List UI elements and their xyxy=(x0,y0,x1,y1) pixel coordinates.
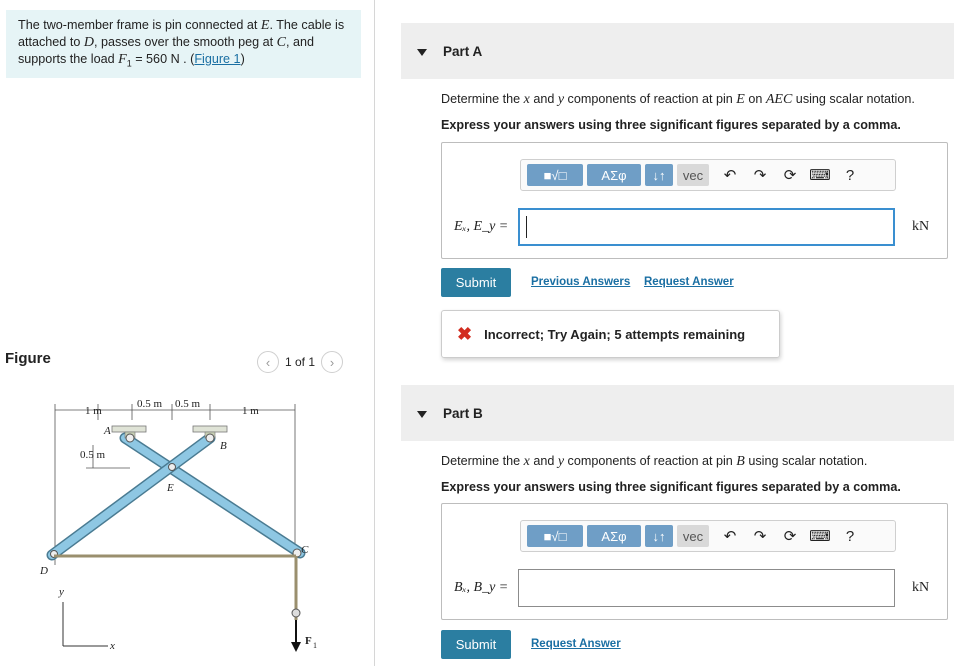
part-a-feedback xyxy=(441,310,780,358)
math-toolbar xyxy=(520,159,896,191)
var-E: E xyxy=(260,18,270,33)
problem-text: , and supports the load xyxy=(18,35,315,66)
sqrt-template-icon[interactable]: ■√□ xyxy=(527,525,583,547)
math-toolbar xyxy=(520,520,896,552)
part-a-unit: kN xyxy=(912,219,930,234)
part-a-answer-input[interactable] xyxy=(518,208,895,246)
pin-E xyxy=(169,464,176,471)
problem-text: . The cable is attached to xyxy=(18,18,345,49)
undo-icon[interactable]: ↶ xyxy=(723,528,737,545)
help-button[interactable]: ? xyxy=(845,166,855,184)
part-b-instruction: Express your answers using three significant figures separated by a comma. xyxy=(441,480,901,494)
problem-text: ) xyxy=(240,52,245,66)
part-b-title: Part B xyxy=(443,406,483,421)
part-a-instruction: Express your answers using three significant figures separated by a comma. xyxy=(441,118,901,132)
arrows-button[interactable]: ↓↑ xyxy=(645,164,673,186)
part-a-request-answer-link[interactable]: Request Answer xyxy=(644,276,734,288)
part-b-header[interactable] xyxy=(401,385,954,441)
part-b-submit-button[interactable]: Submit xyxy=(441,630,511,659)
problem-text: , passes over the smooth peg at xyxy=(93,35,277,49)
part-a-equation-label: Eₓ, E_y = xyxy=(454,219,509,234)
vec-button[interactable]: vec xyxy=(677,525,709,547)
member-BED xyxy=(52,438,210,555)
label-A: A xyxy=(104,425,111,437)
label-C: C xyxy=(301,544,309,556)
greek-button[interactable]: ΑΣφ xyxy=(587,525,641,547)
label-D: D xyxy=(40,565,48,577)
figure-pager xyxy=(257,351,343,373)
dim-label: 1 m xyxy=(85,405,102,417)
caret-down-icon xyxy=(417,49,427,56)
label-F1-sub: 1 xyxy=(313,641,317,650)
part-a-header[interactable] xyxy=(401,23,954,79)
dimension-lines xyxy=(55,404,295,565)
pager-text: 1 of 1 xyxy=(285,355,316,369)
member-AEC xyxy=(125,438,300,553)
keyboard-icon[interactable]: ⌨ xyxy=(809,167,831,184)
left-column xyxy=(0,0,375,666)
part-b-answer-input[interactable] xyxy=(518,569,895,607)
problem-statement xyxy=(6,10,361,78)
dim-label: 0.5 m xyxy=(80,449,106,461)
keyboard-icon[interactable]: ⌨ xyxy=(809,528,831,545)
problem-text: The two-member frame is pin connected at xyxy=(18,18,261,32)
dim-label: 1 m xyxy=(242,405,259,417)
error-x-icon: ✖ xyxy=(457,323,473,344)
part-a-title: Part A xyxy=(443,44,483,59)
frame-figure xyxy=(30,390,330,660)
part-b-unit: kN xyxy=(912,580,930,595)
greek-button[interactable]: ΑΣφ xyxy=(587,164,641,186)
var-F1: F xyxy=(118,52,127,67)
label-E: E xyxy=(167,482,174,494)
var-D: D xyxy=(83,35,94,50)
sqrt-template-icon[interactable]: ■√□ xyxy=(527,164,583,186)
vec-button[interactable]: vec xyxy=(677,164,709,186)
var-F1-subscript: 1 xyxy=(126,58,132,69)
pin-support-A xyxy=(112,426,146,442)
chevron-right-icon[interactable]: › xyxy=(321,351,343,373)
part-a-submit-button[interactable]: Submit xyxy=(441,268,511,297)
cable-hook xyxy=(292,609,300,617)
part-a-prompt: Determine the x and y components of reaction at pin E on AEC using scalar notation. xyxy=(441,92,915,107)
label-F1: F xyxy=(305,635,312,647)
reset-icon[interactable]: ⟳ xyxy=(783,528,797,545)
figure-title: Figure xyxy=(5,350,51,367)
var-C: C xyxy=(276,35,287,50)
part-a-answer-panel xyxy=(441,142,948,259)
reset-icon[interactable]: ⟳ xyxy=(783,167,797,184)
part-b-equation-label: Bₓ, B_y = xyxy=(454,580,509,595)
label-B: B xyxy=(220,440,227,452)
arrows-button[interactable]: ↓↑ xyxy=(645,525,673,547)
load-value: = 560 N . ( xyxy=(131,52,195,66)
caret-down-icon xyxy=(417,411,427,418)
undo-icon[interactable]: ↶ xyxy=(723,167,737,184)
axes xyxy=(63,602,108,646)
chevron-left-icon[interactable]: ‹ xyxy=(257,351,279,373)
text-cursor xyxy=(526,216,527,238)
axis-x-label: x xyxy=(110,640,115,652)
dim-label: 0.5 m xyxy=(137,398,163,410)
part-b-answer-panel xyxy=(441,503,948,620)
dim-label: 0.5 m xyxy=(175,398,201,410)
feedback-text: Incorrect; Try Again; 5 attempts remaining xyxy=(484,326,746,342)
part-b-request-answer-link[interactable]: Request Answer xyxy=(531,638,621,650)
redo-icon[interactable]: ↷ xyxy=(753,167,767,184)
help-button[interactable]: ? xyxy=(845,527,855,545)
figure-link[interactable]: Figure 1 xyxy=(194,52,241,66)
axis-y-label: y xyxy=(59,586,64,598)
part-b-prompt: Determine the x and y components of reaction at pin B using scalar notation. xyxy=(441,454,868,469)
previous-answers-link[interactable]: Previous Answers xyxy=(531,276,631,288)
load-arrow-head xyxy=(291,642,301,652)
redo-icon[interactable]: ↷ xyxy=(753,528,767,545)
